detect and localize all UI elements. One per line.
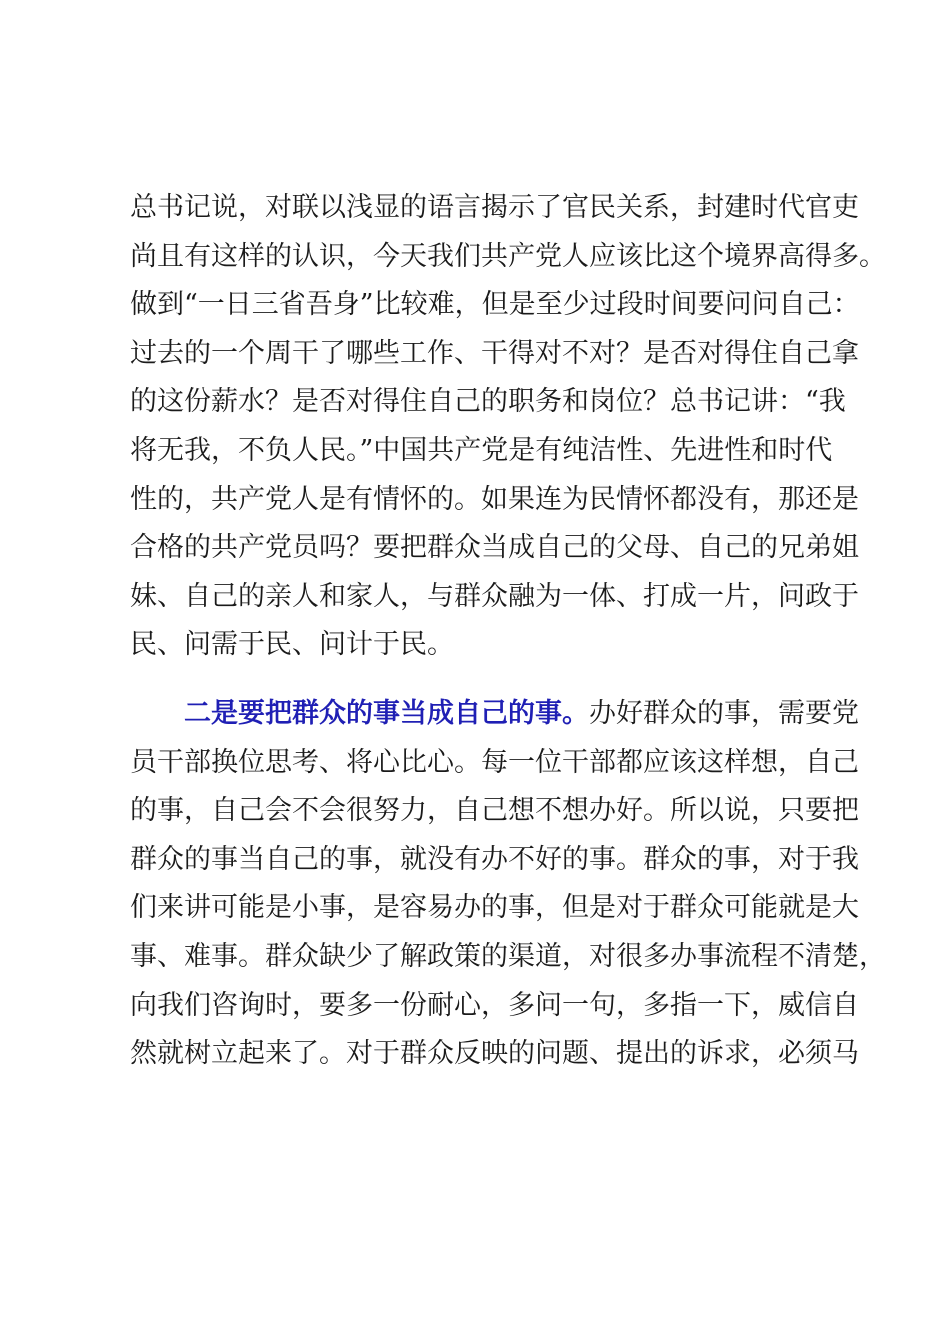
paragraph-1: [130, 184, 886, 670]
text-line: 民、问需于民、问计于民。: [130, 629, 454, 661]
text-line: 群众的事当自己的事，就没有办不好的事。群众的事，对于我: [130, 843, 859, 875]
text-line-first: [130, 690, 859, 739]
text-line: 做到“一日三省吾身”比较难，但是至少过段时间要问问自己：: [130, 289, 860, 321]
text-line: 将无我，不负人民。”中国共产党是有纯洁性、先进性和时代: [130, 434, 833, 466]
paragraph-2: [130, 690, 886, 1079]
document-body: [130, 184, 886, 1079]
text-line: 过去的一个周干了哪些工作、干得对不对？是否对得住自己拿: [130, 337, 859, 369]
text-line: 的事，自己会不会很努力，自己想不想办好。所以说，只要把: [130, 795, 859, 827]
text-line: 的这份薪水？是否对得住自己的职务和岗位？总书记讲：“我: [130, 386, 846, 418]
text-line: 尚且有这样的认识，今天我们共产党人应该比这个境界高得多。: [130, 240, 886, 272]
text-line: 员干部换位思考、将心比心。每一位干部都应该这样想，自己: [130, 746, 859, 778]
text-line: 们来讲可能是小事，是容易办的事，但是对于群众可能就是大: [130, 892, 859, 924]
text-line: 妹、自己的亲人和家人，与群众融为一体、打成一片，问政于: [130, 580, 859, 612]
heading-followup-text: 办好群众的事，需要党: [589, 697, 859, 729]
text-line: 性的，共产党人是有情怀的。如果连为民情怀都没有，那还是: [130, 483, 859, 515]
text-line: 然就树立起来了。对于群众反映的问题、提出的诉求，必须马: [130, 1038, 859, 1070]
text-line: 合格的共产党员吗？要把群众当成自己的父母、自己的兄弟姐: [130, 532, 859, 564]
text-line: 总书记说，对联以浅显的语言揭示了官民关系，封建时代官吏: [130, 192, 859, 223]
paragraph-spacing: [130, 670, 830, 690]
section-heading: 二是要把群众的事当成自己的事。: [184, 697, 589, 729]
text-line: 向我们咨询时，要多一份耐心，多问一句，多指一下，威信自: [130, 989, 859, 1021]
text-line: 事、难事。群众缺少了解政策的渠道，对很多办事流程不清楚，: [130, 940, 886, 972]
